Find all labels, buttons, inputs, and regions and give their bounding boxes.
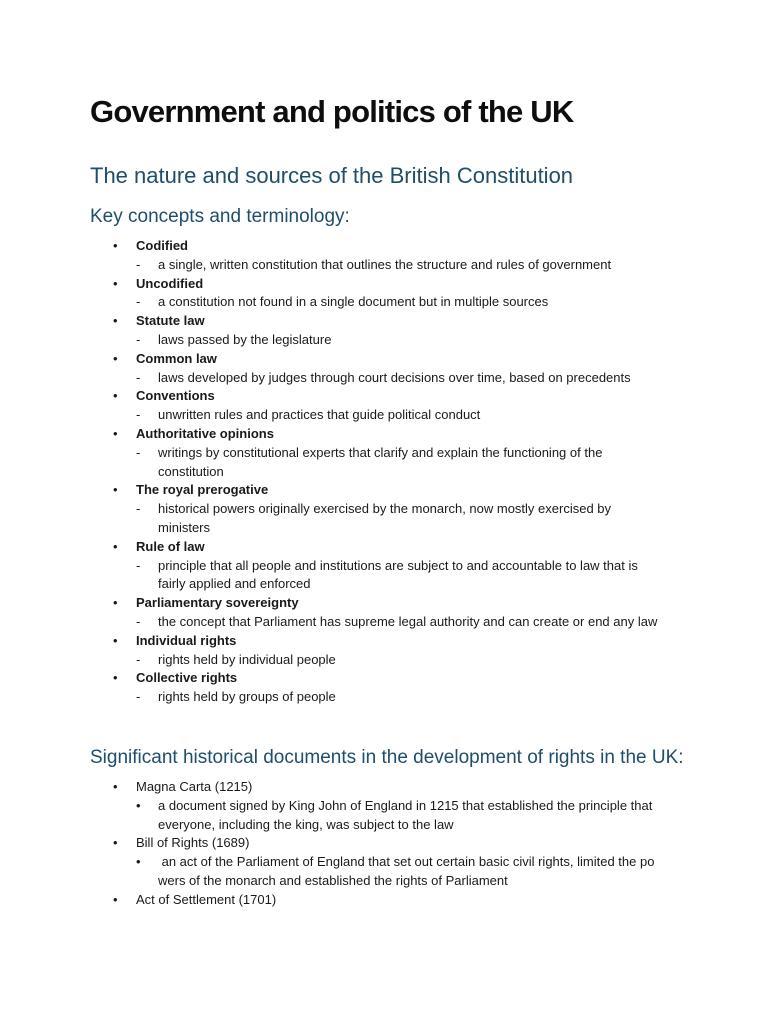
bullet-marker: •	[113, 275, 118, 291]
concept-term: Rule of law	[136, 538, 205, 554]
bullet-marker: •	[113, 313, 118, 329]
concept-definition: laws developed by judges through court decisions over time, based on precedents	[158, 369, 631, 385]
concept-term: Statute law	[136, 313, 205, 329]
bullet-marker: •	[136, 854, 141, 870]
dash-marker: -	[136, 444, 141, 460]
concept-definition: writings by constitutional experts that clarify and explain the functioning of the	[158, 444, 603, 460]
bullet-marker: •	[136, 797, 141, 813]
dash-marker: -	[136, 407, 141, 423]
dash-marker: -	[136, 557, 141, 573]
bullet-marker: •	[113, 350, 118, 366]
bullet-marker: •	[113, 538, 118, 554]
concept-definition: a single, written constitution that outlines the structure and rules of government	[158, 256, 612, 272]
concept-term: Uncodified	[136, 275, 204, 291]
bullet-marker: •	[113, 779, 118, 794]
bullet-marker: •	[113, 595, 118, 611]
bullet-marker: •	[113, 835, 118, 851]
document-description: a document signed by King John of England in 1215 that established the principle that	[158, 797, 653, 813]
concept-definition: unwritten rules and practices that guide political conduct	[158, 407, 481, 423]
section-heading: The nature and sources of the British Constitution	[90, 163, 574, 188]
dash-marker: -	[136, 369, 141, 385]
dash-marker: -	[136, 614, 141, 629]
document-description: everyone, including the king, was subject to the law	[158, 816, 454, 832]
dash-marker: -	[136, 651, 141, 667]
concept-term: The royal prerogative	[136, 482, 269, 498]
concept-definition: historical powers originally exercised by the monarch, now mostly exercised by	[158, 501, 612, 517]
concept-term: Common law	[136, 350, 217, 366]
dash-marker: -	[136, 501, 141, 517]
document-name: Magna Carta (1215)	[136, 779, 253, 794]
concept-definition: rights held by groups of people	[158, 689, 336, 705]
concept-definition: ministers	[158, 520, 211, 535]
concept-term: Parliamentary sovereignty	[136, 595, 299, 611]
concept-term: Collective rights	[136, 670, 238, 686]
concept-definition: constitution	[158, 463, 224, 479]
concept-definition: a constitution not found in a single document but in multiple sources	[158, 294, 549, 310]
concept-term: Authoritative opinions	[136, 426, 274, 441]
bullet-marker: •	[113, 388, 118, 404]
concept-definition: rights held by individual people	[158, 651, 336, 667]
document-name: Bill of Rights (1689)	[136, 835, 250, 851]
subsection-heading-key-concepts: Key concepts and terminology:	[90, 206, 350, 227]
bullet-marker: •	[113, 238, 118, 253]
subsection-heading-historical-documents: Significant historical documents in the development of rights in the UK:	[90, 747, 684, 768]
concept-definition: fairly applied and enforced	[158, 576, 311, 592]
concept-definition: laws passed by the legislature	[158, 332, 332, 347]
bullet-marker: •	[113, 670, 118, 686]
dash-marker: -	[136, 294, 141, 310]
bullet-marker: •	[113, 482, 118, 498]
concept-definition: principle that all people and institutions are subject to and accountable to law that is	[158, 557, 638, 573]
document-description: an act of the Parliament of England that set out certain basic civil rights, limited the po	[158, 854, 655, 870]
concept-term: Conventions	[136, 388, 215, 404]
bullet-marker: •	[113, 632, 118, 648]
concept-term: Codified	[136, 238, 188, 253]
concept-term: Individual rights	[136, 632, 237, 648]
bullet-marker: •	[113, 891, 118, 907]
document-description: wers of the monarch and established the rights of Parliament	[158, 873, 508, 888]
dash-marker: -	[136, 689, 141, 705]
page-title: Government and politics of the UK	[90, 94, 574, 129]
dash-marker: -	[136, 256, 141, 272]
concept-definition: the concept that Parliament has supreme legal authority and can create or end any law	[158, 614, 658, 629]
bullet-marker: •	[113, 426, 118, 441]
document-name: Act of Settlement (1701)	[136, 891, 277, 907]
dash-marker: -	[136, 332, 141, 347]
